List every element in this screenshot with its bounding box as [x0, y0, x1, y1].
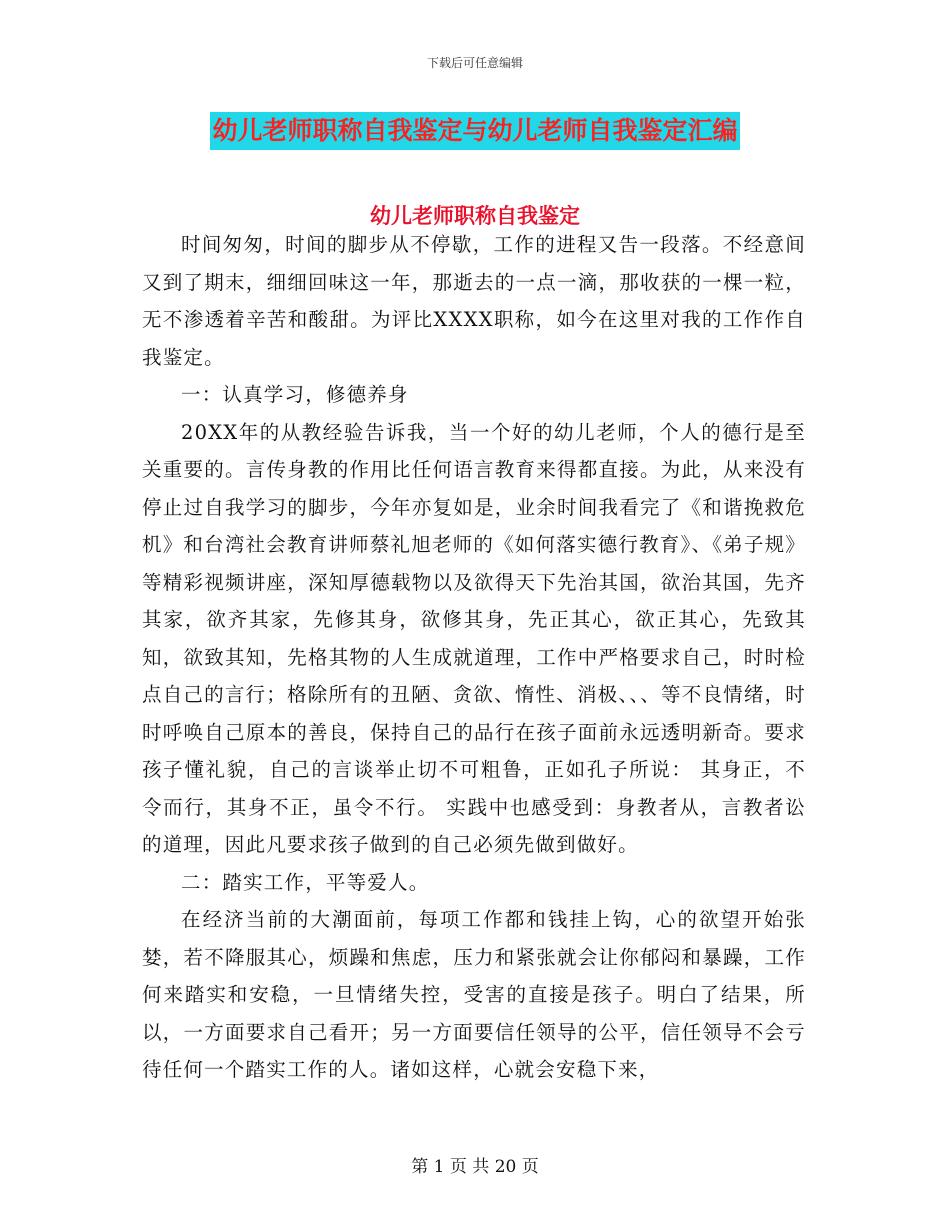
page-number: 第 1 页 共 20 页: [411, 1157, 539, 1177]
heading-work: 二：踏实工作，平等爱人。: [181, 870, 430, 894]
section-title: 幼儿老师职称自我鉴定: [370, 203, 580, 228]
document-title-wrap: [0, 112, 950, 150]
heading-study: 一：认真学习，修德养身: [181, 383, 409, 406]
paragraph-study: 20XX年的从教经验告诉我，当一个好的幼儿老师，个人的德行是至关重要的。言传身教的作用比任何语言教育来得都直接。为此，从来没有停止过自我学习的脚步，今年亦复如是，业余时间我看完了《和谐挽救危机》和台湾社会教育讲师蔡礼旭老师的《如何落实德行教育》、《弟子规》等精彩视频讲座，深知厚德载物以及欲得天下先治其国，欲治其国，先齐其家，欲齐其家，先修其身，欲修其身，先正其心，欲正其心，先致其知，欲致其知，先格其物的人生成就道理，工作中严格要求自己，时时检点自己的言行；格除所有的丑陋、贪欲、惰性、消极、、、等不良情绪，时时呼唤自己原本的善良，保持自己的品行在孩子面前永远透明新奇。要求孩子懂礼貌，自己的言谈举止切不可粗鲁，正如孔子所说： 其身正，不令而行，其身不正，虽令不行。 实践中也感受到：身教者从，言教者讼 的道理，因此凡要求孩子做到的自己必须先做到做好。: [142, 420, 806, 856]
document-title: 幼儿老师职称自我鉴定与幼儿老师自我鉴定汇编: [210, 112, 739, 150]
header-note: 下载后可任意编辑: [426, 56, 523, 70]
paragraph-intro: 时间匆匆，时间的脚步从不停歇，工作的进程又告一段落。不经意间又到了期末，细细回味这一年，那逝去的一点一滴，那收获的一棵一粒，无不渗透着辛苦和酸甜。为评比XXXX职称，如今在这里对我的工作作自我鉴定。: [142, 233, 806, 369]
body-text: [142, 226, 806, 1089]
paragraph-work: 在经济当前的大潮面前，每项工作都和钱挂上钩，心的欲望开始张婪，若不降服其心，烦躁和焦虑，压力和紧张就会让你郁闷和暴躁，工作何来踏实和安稳，一旦情绪失控，受害的直接是孩子。明白了结果，所以，一方面要求自己看开；另一方面要信任领导的公平，信任领导不会亏待任何一个踏实工作的人。诸如这样，心就会安稳下来，: [142, 908, 806, 1081]
